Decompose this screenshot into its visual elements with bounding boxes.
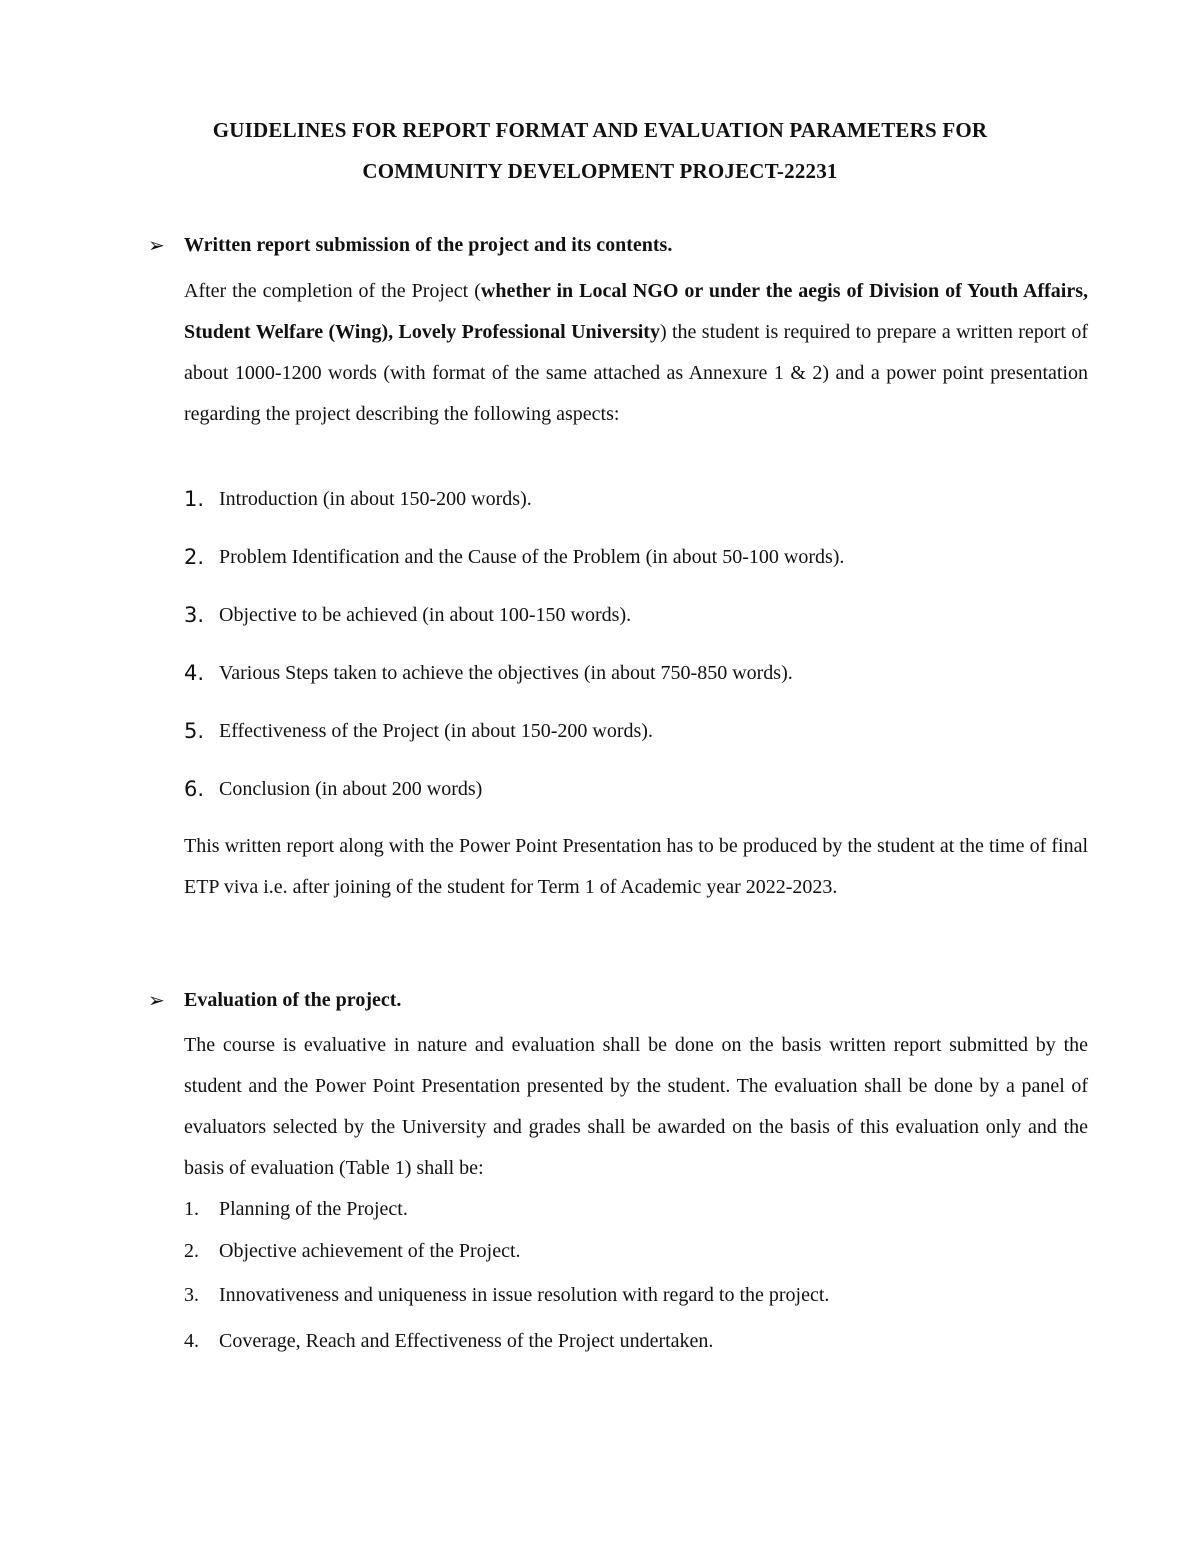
list-item-number: 4.: [184, 1330, 199, 1352]
closing-paragraph: This written report along with the Power Point Presentation has to be produced by the student at the time of final ETP viva i.e. after joining of the student for Term 1 of Academic year 2022-2023.: [184, 835, 1088, 898]
list-item: [184, 659, 1088, 717]
list-item: [184, 1237, 1088, 1281]
list-item-number: 2.: [184, 545, 205, 569]
list-item-number: 4.: [184, 661, 205, 685]
list-item: [184, 485, 1088, 543]
list-item: [184, 1281, 1088, 1327]
intro-bold-text: whether in Local NGO or under the aegis of Division of Youth Affairs, Student Welfare (Wing), Lovely Professional University: [184, 280, 1089, 343]
list-item-text: Conclusion (in about 200 words): [219, 778, 483, 800]
arrow-bullet-icon: ➢: [148, 990, 165, 1012]
list-item: [184, 601, 1088, 659]
list-item: [184, 717, 1088, 775]
list-item-text: Problem Identification and the Cause of the Problem (in about 50-100 words).: [219, 546, 845, 568]
list-item-text: Objective to be achieved (in about 100-150 words).: [219, 604, 632, 626]
list-item-number: 5.: [184, 719, 205, 743]
list-item-number: 2.: [184, 1240, 199, 1262]
intro-paragraph: [184, 271, 1088, 435]
contents-list: [184, 485, 1088, 833]
list-item-text: Objective achievement of the Project.: [219, 1240, 521, 1262]
list-item: [184, 543, 1088, 601]
page-title-line-2: COMMUNITY DEVELOPMENT PROJECT-22231: [362, 159, 838, 183]
list-item: [184, 775, 1088, 833]
page-title-line-1: GUIDELINES FOR REPORT FORMAT AND EVALUATION PARAMETERS FOR: [212, 118, 988, 142]
list-item-text: Various Steps taken to achieve the objectives (in about 750-850 words).: [219, 662, 793, 684]
list-item-number: 3.: [184, 603, 205, 627]
list-item-text: Planning of the Project.: [219, 1198, 408, 1220]
list-item-number: 1.: [184, 1198, 199, 1220]
list-item-text: Innovativeness and uniqueness in issue resolution with regard to the project.: [219, 1284, 830, 1306]
list-item-number: 3.: [184, 1284, 199, 1306]
list-item-text: Coverage, Reach and Effectiveness of the Project undertaken.: [219, 1330, 714, 1352]
list-item: [184, 1327, 1088, 1369]
list-item-text: Effectiveness of the Project (in about 150-200 words).: [219, 720, 653, 742]
intro-tail-text: ) the student is required to prepare a written report of about 1000-1200 words (with format of the same attached as Annexure 1 & 2) and a power point presentation regarding the project describing the following aspects:: [184, 321, 1088, 425]
section-heading-text: Written report submission of the project and its contents.: [184, 234, 673, 256]
intro-lead-text: After the completion of the Project (: [184, 280, 481, 302]
list-item: [184, 1195, 1088, 1237]
list-item-number: 1.: [184, 487, 205, 511]
arrow-bullet-icon: ➢: [148, 235, 165, 257]
list-item-number: 6.: [184, 777, 205, 801]
evaluation-paragraph: The course is evaluative in nature and evaluation shall be done on the basis written report submitted by the student and the Power Point Presentation presented by the student. The evaluation shall be done by a panel of evaluators selected by the University and grades shall be awarded on the basis of this evaluation only and the basis of evaluation (Table 1) shall be:: [184, 1034, 1088, 1179]
list-item-text: Introduction (in about 150-200 words).: [219, 488, 532, 510]
section-heading-evaluation: [148, 988, 401, 1013]
section-heading-written-report: [148, 233, 672, 258]
section-heading-text: Evaluation of the project.: [184, 989, 402, 1011]
evaluation-criteria-list: [184, 1195, 1088, 1369]
